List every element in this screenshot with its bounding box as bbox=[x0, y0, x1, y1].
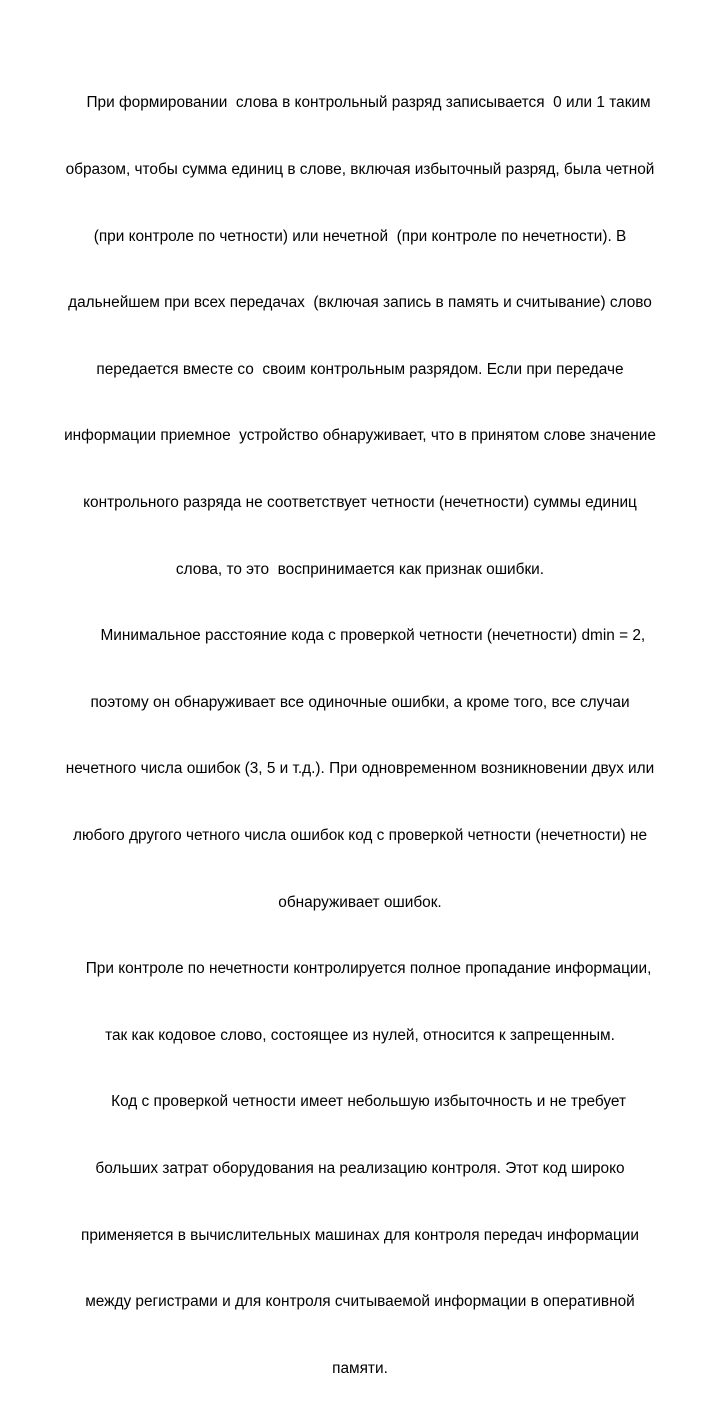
text-line: так как кодовое слово, состоящее из нулей, относится к запрещенным. bbox=[105, 1026, 615, 1044]
text-line: Минимальное расстояние кода с проверкой четности (нечетности) dmin = 2, bbox=[74, 627, 646, 645]
text-line: При контроле по нечетности контролируется полное пропадание информации, bbox=[68, 960, 652, 978]
text-line: Код с проверкой четности имеет небольшую избыточность и не требует bbox=[94, 1093, 626, 1111]
text-line: образом, чтобы сумма единиц в слове, включая избыточный разряд, была четной bbox=[65, 161, 655, 178]
body-text bbox=[8, 48, 712, 1424]
text-line: контрольного разряда не соответствует четности (нечетности) суммы единиц bbox=[83, 493, 637, 511]
text-line: передается вместе со своим контрольным разрядом. Если при передаче bbox=[96, 360, 624, 378]
text-line: слова, то это воспринимается как признак ошибки. bbox=[175, 560, 545, 578]
text-line: памяти. bbox=[332, 1359, 388, 1377]
text-line: (при контроле по четности) или нечетной (при контроле по нечетности). В bbox=[93, 227, 627, 245]
text-line: нечетного числа ошибок (3, 5 и т.д.). При одновременном возникновении двух или bbox=[65, 760, 655, 778]
text-line: дальнейшем при всех передачах (включая запись в память и считывание) слово bbox=[68, 294, 652, 312]
text-line: обнаруживает ошибок. bbox=[278, 893, 442, 911]
text-line: При формировании слова в контрольный разряд записывается 0 или 1 таким bbox=[69, 94, 651, 112]
text-line: информации приемное устройство обнаруживает, что в принятом слове значение bbox=[64, 427, 656, 445]
text-line: поэтому он обнаруживает все одиночные ошибки, а кроме того, все случаи bbox=[90, 693, 630, 711]
text-line: больших затрат оборудования на реализацию контроля. Этот код широко bbox=[95, 1159, 625, 1177]
text-line: применяется в вычислительных машинах для контроля передач информации bbox=[81, 1226, 639, 1244]
text-line: между регистрами и для контроля считываемой информации в оперативной bbox=[85, 1293, 635, 1311]
text-line: любого другого четного числа ошибок код с проверкой четности (нечетности) не bbox=[72, 826, 648, 844]
